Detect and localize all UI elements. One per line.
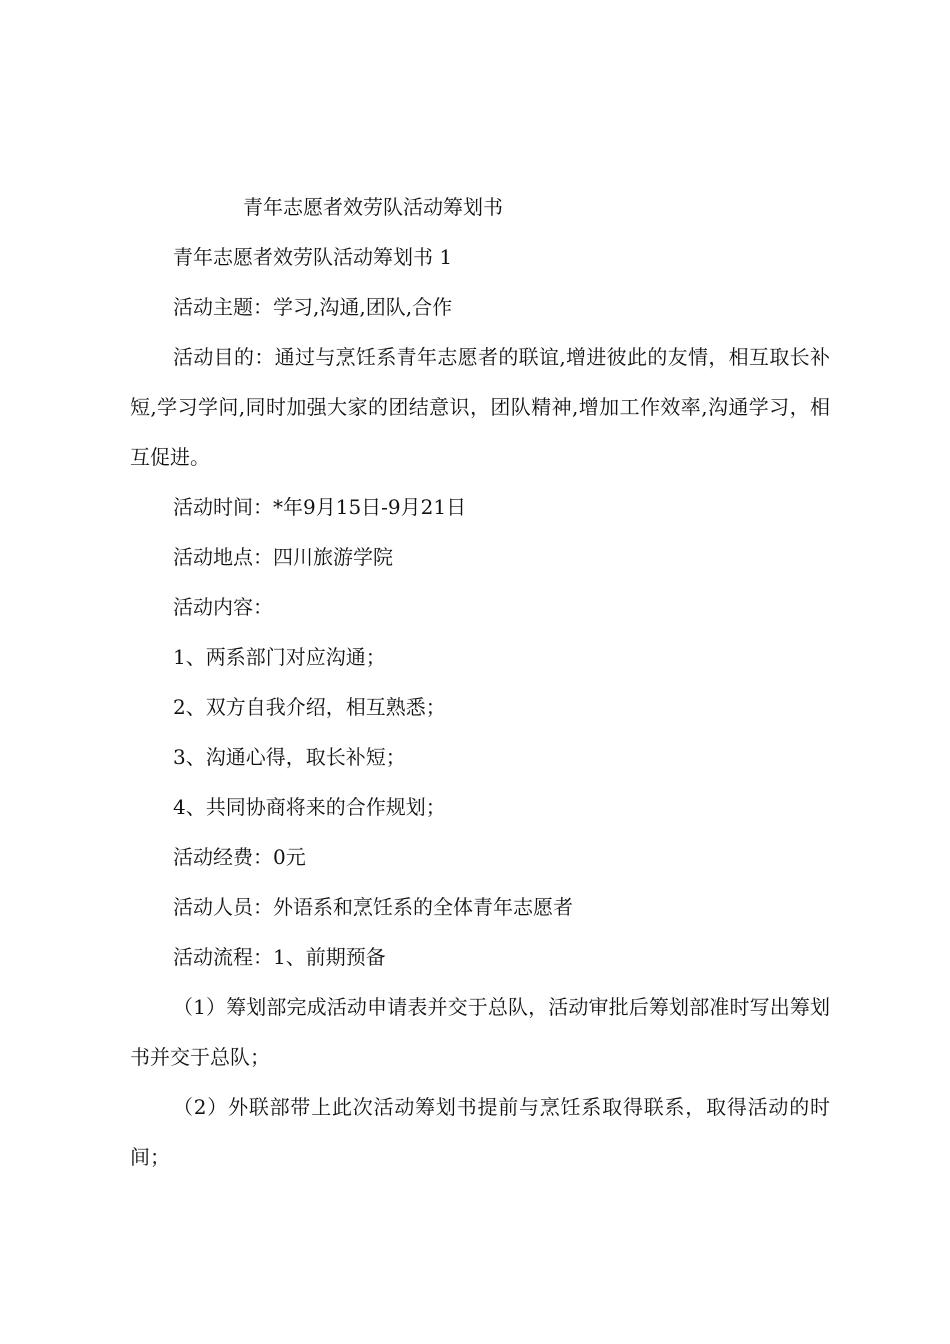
list-item: 4、共同协商将来的合作规划； (173, 795, 446, 819)
paragraph-location: 活动地点：四川旅游学院 (173, 545, 393, 569)
document-title: 青年志愿者效劳队活动筹划书 (243, 195, 503, 219)
paragraph-budget: 活动经费：0元 (173, 845, 306, 869)
list-item: 2、双方自我介绍，相互熟悉； (173, 695, 446, 719)
paragraph-time: 活动时间：*年9月15日-9月21日 (173, 495, 467, 519)
paragraph-heading: 青年志愿者效劳队活动筹划书 1 (173, 245, 453, 269)
paragraph-step-1: （1）筹划部完成活动申请表并交于总队，活动审批后筹划部准时写出筹划书并交于总队； (130, 995, 830, 1069)
paragraph-participants: 活动人员：外语系和烹饪系的全体青年志愿者 (173, 895, 573, 919)
paragraph-purpose: 活动目的：通过与烹饪系青年志愿者的联谊,增进彼此的友情，相互取长补短,学习学问,同时加强大家的团结意识，团队精神,增加工作效率,沟通学习，相互促进。 (130, 345, 830, 469)
list-item: 1、两系部门对应沟通； (173, 645, 386, 669)
paragraph-content-heading: 活动内容： (173, 595, 273, 619)
document-body (130, 232, 830, 1182)
paragraph-theme: 活动主题：学习,沟通,团队,合作 (173, 295, 453, 319)
paragraph-step-2: （2）外联部带上此次活动筹划书提前与烹饪系取得联系，取得活动的时间； (130, 1095, 830, 1169)
paragraph-process: 活动流程：1、前期预备 (173, 945, 386, 969)
list-item: 3、沟通心得，取长补短； (173, 745, 406, 769)
